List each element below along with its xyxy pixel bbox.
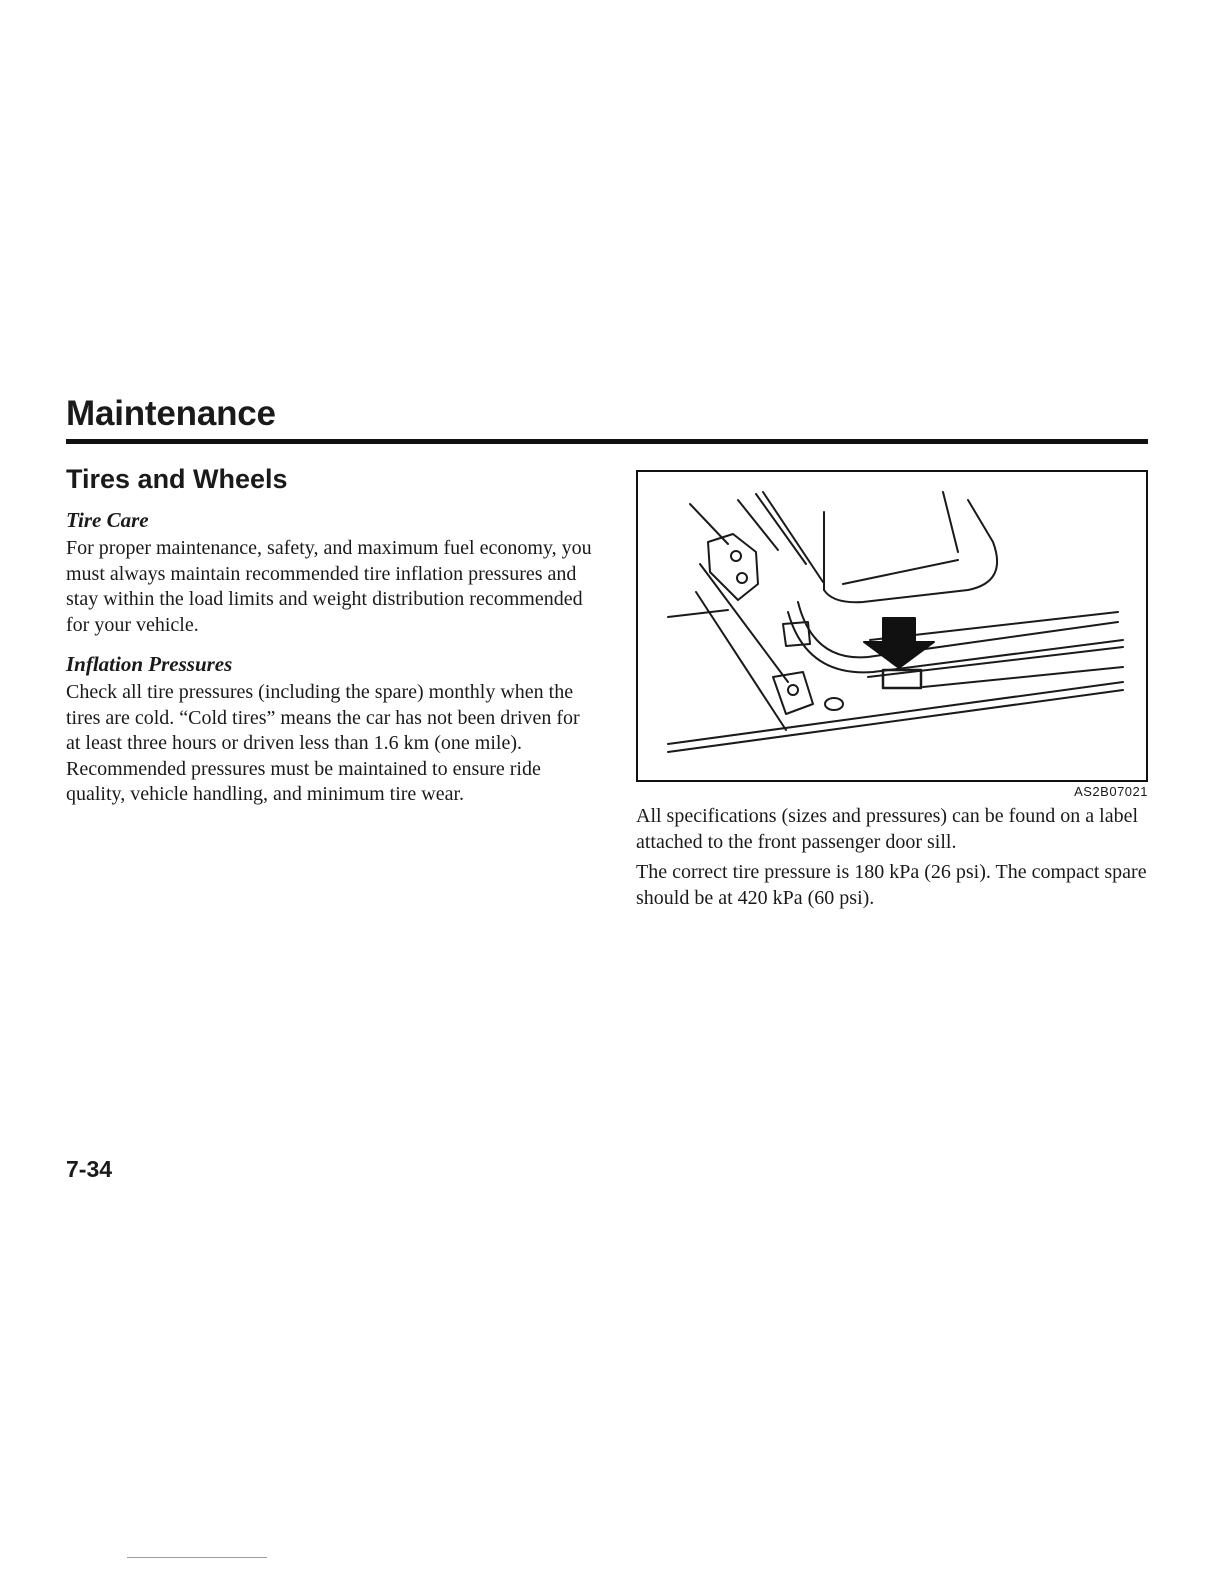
topic-heading: Tires and Wheels — [66, 464, 288, 494]
tire-care-heading: Tire Care — [66, 508, 149, 532]
section-title: Maintenance — [66, 394, 276, 433]
door-sill-drawing — [638, 472, 1146, 780]
figure-code: AS2B07021 — [1074, 784, 1148, 799]
inflation-pressures-heading: Inflation Pressures — [66, 652, 233, 676]
door-sill-illustration — [636, 470, 1148, 782]
correct-pressure-paragraph: The correct tire pressure is 180 kPa (26 psi). The compact spare should be at 420 kPa (60 psi). — [636, 861, 1147, 909]
label-location-paragraph: All specifications (sizes and pressures) can be found on a label attached to the front passenger door sill. — [636, 805, 1139, 853]
section-divider — [66, 439, 1148, 444]
right-column — [636, 470, 1148, 911]
page-number: 7-34 — [66, 1156, 113, 1182]
footer-divider — [127, 1557, 267, 1558]
tire-care-paragraph: For proper maintenance, safety, and maximum fuel economy, you must always maintain recommended tire inflation pressures and stay within the load limits and weight distribution recommended for your vehicle. — [66, 537, 592, 636]
inflation-pressures-paragraph: Check all tire pressures (including the spare) monthly when the tires are cold. “Cold tires” means the car has not been driven for at least three hours or driven less than 1.6 km (one mile). Recommended pressures must be maintained to ensure ride quality, vehicle handling, and minimum tire wear. — [66, 681, 580, 805]
left-column — [66, 460, 596, 808]
